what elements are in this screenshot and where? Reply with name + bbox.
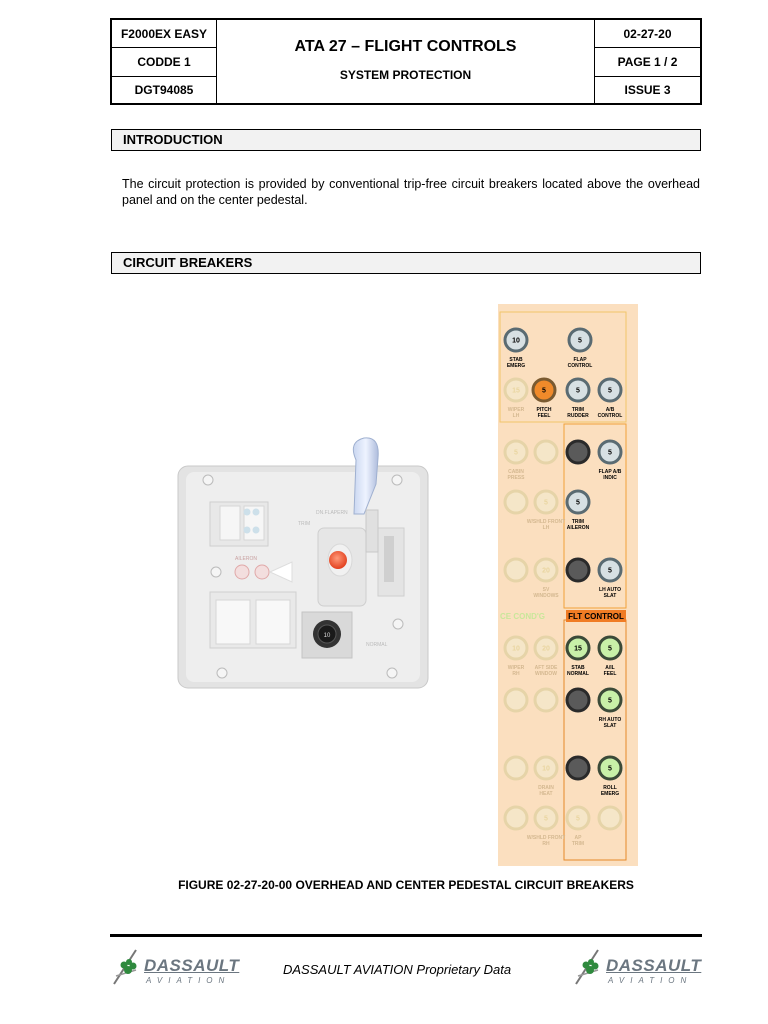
clover-icon — [572, 946, 606, 986]
breaker-label: WIPER — [507, 665, 525, 671]
breaker-label: EMERG — [600, 791, 620, 797]
breaker-label: LH AUTO — [599, 587, 621, 593]
circuit-breakers-heading: CIRCUIT BREAKERS — [111, 252, 701, 274]
breaker-amp: 5 — [544, 499, 548, 507]
section-left-label: CE COND'G — [500, 612, 546, 621]
breaker-label: WINDOW — [535, 671, 557, 677]
circuit-breaker — [535, 689, 557, 711]
breaker-label: FEEL — [537, 413, 551, 419]
breaker-label: W/SHLD FRONT — [526, 835, 566, 841]
breaker-label: RUDDER — [567, 413, 589, 419]
circuit-breaker — [567, 757, 589, 779]
breaker-label: RH — [512, 671, 520, 677]
figure-caption: FIGURE 02-27-20-00 OVERHEAD AND CENTER PEDESTAL CIRCUIT BREAKERS — [178, 878, 634, 892]
breaker-label: SLAT — [603, 723, 617, 729]
brand-name: DASSAULT — [606, 956, 702, 975]
breaker-label: FLAP — [573, 357, 587, 363]
breaker-label: CONTROL — [597, 413, 623, 419]
breaker-label: PRESS — [507, 475, 525, 481]
brand-sub: AVIATION — [608, 976, 693, 985]
document-header — [110, 18, 702, 105]
breaker-amp: 5 — [542, 387, 546, 395]
breaker-label: CABIN — [508, 469, 524, 475]
breaker-amp: 5 — [578, 337, 582, 345]
breaker-label: W/SHLD FRONT — [526, 519, 566, 525]
knob-value: 10 — [323, 633, 331, 639]
breaker-amp: 5 — [514, 449, 518, 457]
breaker-amp: 15 — [512, 387, 520, 395]
dassault-logo-left — [110, 946, 240, 990]
breaker-label: EMERG — [506, 363, 526, 369]
clover-icon — [110, 946, 144, 986]
breaker-label: CONTROL — [567, 363, 593, 369]
breaker-label: DRAIN — [538, 785, 554, 791]
circuit-breaker — [535, 441, 557, 463]
flap-label: DN.FLAPERN — [316, 510, 348, 516]
breaker-label: AILERON — [566, 525, 590, 531]
breaker-amp: 5 — [544, 815, 548, 823]
circuit-breaker — [567, 689, 589, 711]
center-pedestal — [178, 438, 428, 688]
breaker-amp: 10 — [512, 337, 520, 345]
aileron-label: AILERON — [235, 556, 257, 562]
circuit-breaker-panel — [498, 304, 638, 866]
course-code: CODDE 1 — [112, 48, 217, 77]
circuit-breaker — [567, 441, 589, 463]
breaker-amp: 15 — [574, 645, 582, 653]
breaker-label: TRIM — [571, 519, 585, 525]
footer-rule — [110, 934, 702, 937]
breaker-amp: 20 — [542, 567, 550, 575]
circuit-breaker — [505, 807, 527, 829]
breaker-amp: 5 — [608, 449, 612, 457]
circuit-breaker — [505, 491, 527, 513]
introduction-text: The circuit protection is provided by conventional trip-free circuit breakers located above the overhead panel and on the center pedestal. — [122, 177, 700, 207]
page-subtitle: SYSTEM PROTECTION — [339, 68, 472, 82]
breaker-amp: 5 — [576, 815, 580, 823]
breaker-label: AFT SIDE — [534, 665, 558, 671]
breaker-label: NORMAL — [567, 671, 589, 677]
breaker-label: LH — [542, 525, 550, 531]
breaker-label: WIPER — [507, 407, 525, 413]
figure-illustration — [160, 300, 640, 866]
circuit-breaker — [599, 807, 621, 829]
breaker-label: STAB — [571, 665, 585, 671]
breaker-amp: 5 — [608, 765, 612, 773]
circuit-breaker — [505, 757, 527, 779]
proprietary-notice: DASSAULT AVIATION Proprietary Data — [283, 962, 512, 977]
page-number: PAGE 1 / 2 — [594, 48, 700, 77]
breaker-label: AP — [574, 835, 582, 841]
breaker-amp: 10 — [512, 645, 520, 653]
breaker-amp: 5 — [608, 697, 612, 705]
section-right-label: FLT CONTROL — [568, 612, 624, 621]
page-title: ATA 27 – FLIGHT CONTROLS — [294, 38, 517, 55]
breaker-label: SV — [542, 587, 550, 593]
breaker-label: A/B — [605, 407, 615, 413]
breaker-label: LH — [512, 413, 520, 419]
circuit-breaker — [505, 689, 527, 711]
circuit-breaker — [505, 559, 527, 581]
section-number: 02-27-20 — [594, 20, 700, 48]
breaker-label: FEEL — [603, 671, 617, 677]
breaker-label: STAB — [509, 357, 523, 363]
breaker-amp: 5 — [608, 567, 612, 575]
brand-sub: AVIATION — [146, 976, 231, 985]
brand-name: DASSAULT — [144, 956, 240, 975]
breaker-label: WINDOWS — [533, 593, 559, 599]
breaker-label: RH AUTO — [598, 717, 622, 723]
breaker-amp: 5 — [576, 387, 580, 395]
aircraft-model: F2000EX EASY — [112, 20, 217, 48]
breaker-label: RH — [542, 841, 550, 847]
breaker-label: PITCH — [536, 407, 552, 413]
breaker-label: INDIC — [603, 475, 617, 481]
circuit-breaker — [567, 559, 589, 581]
introduction-heading: INTRODUCTION — [111, 129, 701, 151]
breaker-label: TRIM — [571, 407, 585, 413]
breaker-label: TRIM — [571, 841, 585, 847]
breaker-amp: 5 — [576, 499, 580, 507]
normal-label: NORMAL — [366, 642, 388, 648]
breaker-amp: 10 — [542, 765, 550, 773]
circuit-breaker-figure — [160, 300, 640, 866]
breaker-label: ROLL — [603, 785, 617, 791]
breaker-amp: 5 — [608, 645, 612, 653]
dassault-logo-right — [572, 946, 702, 990]
breaker-label: HEAT — [539, 791, 553, 797]
breaker-label: FLAP A/B — [598, 469, 622, 475]
breaker-label: SLAT — [603, 593, 617, 599]
breaker-amp: 5 — [608, 387, 612, 395]
trim-label: TRIM — [298, 521, 311, 527]
breaker-label: A/IL — [605, 665, 615, 671]
issue-number: ISSUE 3 — [594, 77, 700, 103]
document-id: DGT94085 — [112, 77, 217, 103]
breaker-amp: 20 — [542, 645, 550, 653]
